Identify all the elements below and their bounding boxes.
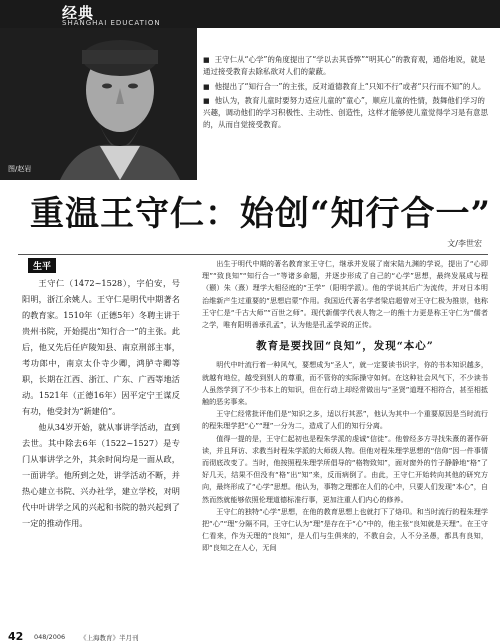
intro-paragraph: 出生于明代中期的著名教育家王守仁，继承并发展了南宋陆九渊的学说，提出了“心即理”“致良知”“知行合一”等诸多命题，并逐步形成了自己的“心学”思想，最终发展成与程（颢）朱（熹）理学大相径庭的“王学”（阳明学派）。他的学说其后广为流传，并对日本明治维新产生过重要的“思想启蒙”作用。我国近代著名学者梁启超曾对王守仁极为推崇，他称王守仁是“千古大师”“百世之师”。现代新儒学代表人物之一的熊十力更是称王守仁为“儒者之学，唯有阳明善承孔孟”，认为他是孔孟学说的正传。 <box>202 259 488 330</box>
article-title: 重温王守仁：始创“知行合一” <box>30 194 492 234</box>
divider <box>18 254 488 255</box>
sidebar-tag: 生平 <box>28 258 56 273</box>
issue-number: 048/2006 <box>34 633 66 641</box>
key-points <box>203 54 488 134</box>
photo-credit: 图/赵岩 <box>8 165 32 173</box>
portrait-illustration <box>0 28 197 180</box>
section-subtitle: SHANGHAI EDUCATION <box>62 19 161 27</box>
section-header <box>0 0 500 28</box>
body-paragraph: 王守仁的独特“心学”思想，在他的教育思想上也就打下了烙印。和当时流行的程朱理学把“心”“理”分隔不同，王守仁认为“理”是存在于“心”中的，他主张“良知就是天理”。在王守仁看来，作为天理的“良知”，是人们与生俱来的，不教自会，人不分圣愚，都具有良知，即“良知之在人心，无间 <box>202 506 488 553</box>
portrait-image <box>0 28 197 180</box>
key-point: ■ 他提出了“知行合一”的主张，反对道德教育上“只知不行”或者“只行而不知”的人。 <box>203 81 488 93</box>
key-point: ■ 王守仁从“心学”的角度提出了“学以去其昏弊”“明其心”的教育观，通俗地说，就是通过接受教育去除私欲对人们的蒙蔽。 <box>203 54 488 79</box>
article-body <box>202 258 488 555</box>
key-point: ■ 他认为，教育儿童时要努力适应儿童的“童心”，顺应儿童的性情，鼓舞他们学习的兴趣，调动他们的学习积极性、主动性、创造性，这样才能够使儿童觉得学习是有意思的，从而自觉接受教育。 <box>203 95 488 132</box>
publication-name: 《上海教育》半月刊 <box>80 634 139 642</box>
body-paragraph: 值得一提的是，王守仁起初也是程朱学派的虔诚“信徒”。他曾经多方寻找朱熹的著作研读，并且拜访、求教当时程朱学派的大师级人物。但他对程朱理学思想的“信仰”因一件事情而彻底改变了。当时，他按照程朱理学所倡导的“格物致知”，面对窗外的竹子静静地“格”了好几天，结果不但没有“格”出“知”来，反而病倒了。由此，王守仁开始转向其他的研究方向，最终形成了“心学”思想。他认为，事物之理都在人们的心中，只要人们发现“本心”，自然而然就能够依照伦理道德标准行事，更加注重人们内心的修养。 <box>202 433 488 504</box>
section-subheading: 教育是要找回“良知”，发现“本心” <box>256 340 434 353</box>
section-title: 经典 <box>62 4 95 22</box>
page-footer <box>0 630 500 644</box>
body-paragraph: 明代中叶流行着一种风气，要想成为“圣人”，就一定要读书识字，你的书本知识越多，就越有地位，越受到别人的尊重，而不管你的实际操守如何。在这种社会风气下，不少读书人虽然学到了不少书本上的知识，但在行动上却经常做出与“圣贤”道理不相符合，甚至相抵触的恶劣事来。 <box>202 360 488 407</box>
body-paragraph: 王守仁经常批评他们是“知识之多，适以行其恶”，他认为其中一个重要原因是当时流行的程朱理学把“心”“理”一分为二，造成了人们的知行分离。 <box>202 409 488 431</box>
bio-paragraph: 他从34岁开始，就从事讲学活动，直到去世。其中除去6年（1522~1527）是专门从事讲学之外，其余时间均是一面从政，一面讲学。他所到之处，讲学活动不断，并热心建立书院、兴办社学，建立学校，对明代中叶讲学之风的兴起和书院的勃兴起到了一定的推动作用。 <box>22 422 180 528</box>
bio-paragraph: 王守仁（1472~1528），字伯安，号阳明，浙江余姚人。王守仁是明代中期著名的教育家。1510年（正德5年）冬聘主讲于贵州书院，开始提出“知行合一”的主张。此后，他又先后任庐陵知县、南京刑部主事，考功郎中，南京太仆寺少卿，鸿胪寺卿等职，长期在江西、浙江、广东、广西等地活动。1521年（正德16年）因平定宁王谋反有功，他受封为“新建伯”。 <box>22 278 180 416</box>
biography-sidebar <box>22 275 180 531</box>
page-number: 42 <box>8 630 24 643</box>
article-author: 文/李世宏 <box>447 239 482 248</box>
